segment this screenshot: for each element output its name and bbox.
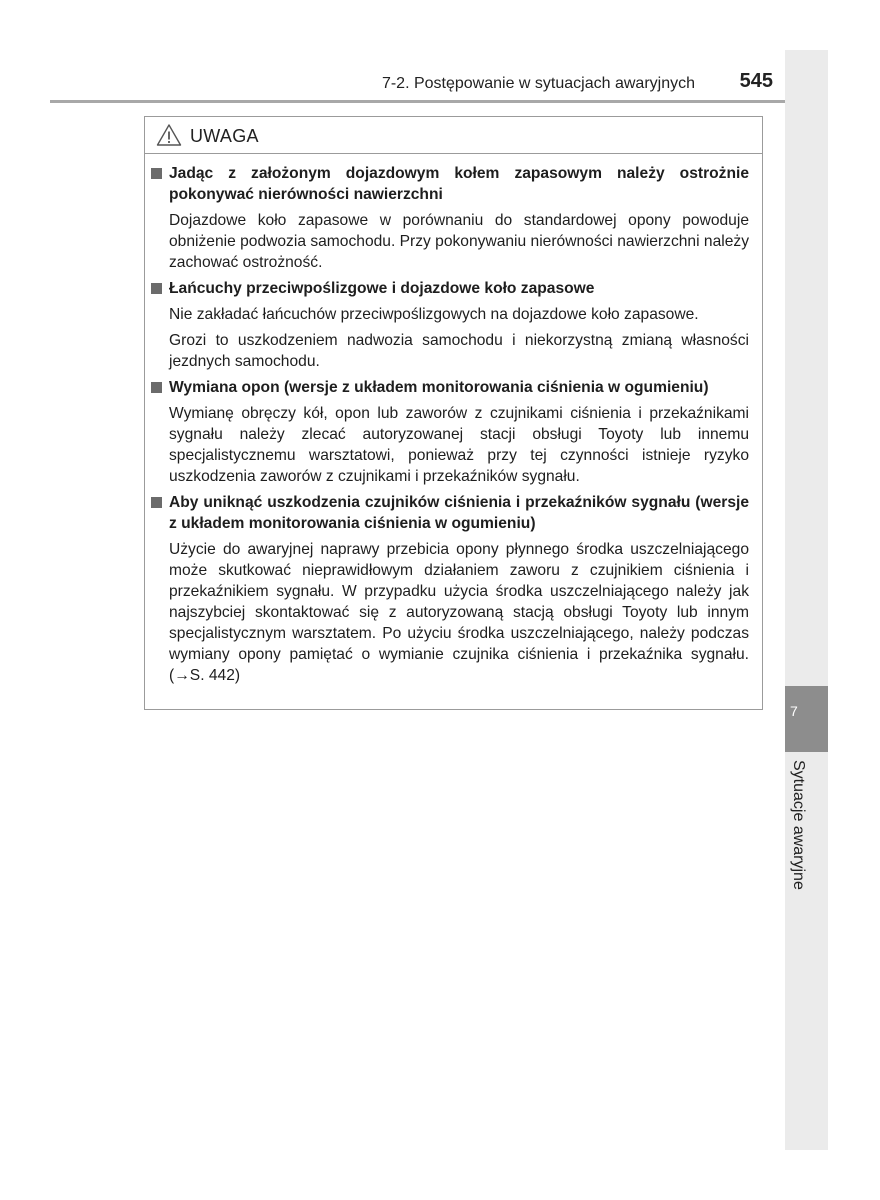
section-heading xyxy=(151,377,749,398)
section-heading xyxy=(151,492,749,534)
chapter-tab-marker[interactable] xyxy=(785,686,828,752)
caution-title: UWAGA xyxy=(190,126,259,146)
square-bullet-icon xyxy=(151,497,162,508)
chapter-label: Sytuacje awaryjne xyxy=(790,760,807,890)
chapter-number: 7 xyxy=(790,703,798,719)
square-bullet-icon xyxy=(151,382,162,393)
header-section-title: 7-2. Postępowanie w sytuacjach awaryjnych xyxy=(381,75,695,92)
square-bullet-icon xyxy=(151,283,162,294)
section-heading xyxy=(151,278,749,299)
section-heading-text: Wymiana opon (wersje z układem monitorowania ciśnienia w ogumieniu) xyxy=(169,379,709,396)
square-bullet-icon xyxy=(151,168,162,179)
caution-section xyxy=(151,377,749,487)
section-heading-text: Łańcuchy przeciwpoślizgowe i dojazdowe koło zapasowe xyxy=(169,280,595,297)
caution-header xyxy=(145,117,762,154)
section-heading-text: Aby uniknąć uszkodzenia czujników ciśnienia i przekaźników sygnału (wersje z układem monitorowania ciśnienia w ogumieniu) xyxy=(169,494,749,532)
warning-triangle-icon xyxy=(156,123,182,147)
caution-content xyxy=(151,163,749,691)
section-paragraph: Dojazdowe koło zapasowe w porównaniu do standardowej opony powoduje obniżenie podwozia samochodu. Przy pokonywaniu nierówności nawierzchni należy zachować ostrożność. xyxy=(169,212,749,271)
header-divider xyxy=(50,100,828,103)
page-number: 545 xyxy=(739,70,773,92)
section-paragraph: Wymianę obręczy kół, opon lub zaworów z czujnikami ciśnienia i przekaźnikami sygnału należy zlecać autoryzowanej stacji obsługi Toyoty lub innemu specjalistycznemu warsztatowi, ponieważ przy tej czynności istnieje ryzyko uszkodzenia zaworów z czujnikami i przekaźników sygnału. xyxy=(169,405,749,485)
section-paragraph: Użycie do awaryjnej naprawy przebicia opony płynnego środka uszczelniającego może skutkować nieprawidłowym działaniem zaworu z czujnikiem ciśnienia i przekaźnikiem sygnału. W przypadku użycia środka uszczelniającego należy jak najszybciej skontaktować się z autoryzowaną stacją obsługi Toyoty lub innym specjalistycznym warsztatem. Po użyciu środka uszczelniającego, należy podczas wymiany opony pamiętać o wymianie czujnika ciśnienia i przekaźnika sygnału. (→S. 442) xyxy=(169,541,749,684)
caution-section xyxy=(151,163,749,273)
section-paragraph: Grozi to uszkodzeniem nadwozia samochodu i niekorzystną zmianą własności jezdnych samochodu. xyxy=(169,332,749,370)
section-heading xyxy=(151,163,749,205)
caution-section xyxy=(151,492,749,686)
caution-box xyxy=(144,116,763,710)
section-paragraph: Nie zakładać łańcuchów przeciwpoślizgowych na dojazdowe koło zapasowe. xyxy=(169,306,699,323)
chapter-side-tab xyxy=(785,50,828,1150)
section-heading-text: Jadąc z założonym dojazdowym kołem zapasowym należy ostrożnie pokonywać nierówności nawierzchni xyxy=(169,165,749,203)
caution-section xyxy=(151,278,749,372)
